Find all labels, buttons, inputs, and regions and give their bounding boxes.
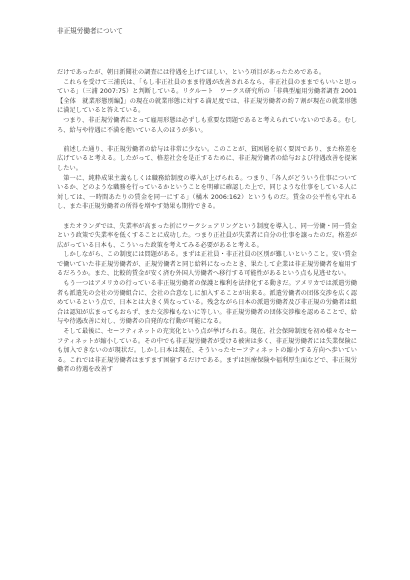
body-paragraph: 第一に、純粋成果主義もしくは職務給制度の導入が上げられる。つまり、「各人がどういう仕事についているか、どのような職務を行っているかということを明確に確認した上で、同じような仕事をしている人に対しては、一時間あたりの賃金を同一にする」（橘木 2006:162）というものだ。賃金の公平性も守れるし、また非正規労働者の所得を増やす効果も期待できる。 [57,174,357,211]
body-paragraph: しかしながら、この制度には問題がある。まずは正社員・非正社員の区別が難しいということ。安い賃金で働いていた非正規労働者が、正規労働者と同じ給料になったとき、果たして企業は非正規労働者を雇用するだろうか。また、比較的賃金が安く済む外国人労働者へ移行する可能性があるという点も見逃せない。 [57,251,357,278]
paragraph-gap [57,212,357,222]
body-paragraph: もう一つはアメリカの行っている非正規労働者の保護と権利を法律化する動きだ。アメリカでは派遣労働者も派遣先の会社の労働組合に、会社の合意なしに加入することが出来る。派遣労働者の団体交渉を広く認めているという点で、日本とは大きく異なっている。残念ながら日本の派遣労働者及び非正規の労働者は組合は認知が広まってもおらず、また交渉権もないに等しい。非正規労働者の団体交渉権を認めることで、給与や待遇改善に対し、労働者の自発的な行動が可能になる。 [57,280,357,326]
paragraph-gap [57,135,357,145]
body-paragraph: これらを受けて三浦氏は、「もし非正社員のまま待遇が改善されるなら、非正社員のままでもいいと思っている」（三浦 2007:75）と判断している。リクルート ワークス研究所の「非典型雇用労働者調査 2001【全体 就業形態別編】」の現在の就業形態に対する満足度では、非正規労働者の約７割が現在の就業形態に満足していると答えている。 [57,78,357,115]
body-paragraph: またオランダでは、失業率が高まった折にワークシェアリングという制度を導入し、同一労働・同一賃金という政策で失業率を低くすることに成功した。つまり正社員が失業者に自分の仕事を譲ったのだ。格差が広がっている日本も、こういった政策を考えてみる必要があると考える。 [57,222,357,249]
page-header-title: 非正規労働者について [57,27,123,35]
body-paragraph: つまり、非正規労働者にとって雇用形態は必ずしも重要な問題であると考えられていないのである。むしろ、給与や待遇に不満を抱いている人のほうが多い。 [57,116,357,134]
document-body [57,68,357,375]
body-paragraph: 前述した通り、非正規労働者の給与は非常に少ない。このことが、貧困層を招く要因であり、また格差を広げていると考える。したがって、格差社会を是正するために、非正規労働者の給与および待遇改善を提案したい。 [57,145,357,172]
body-paragraph: だけであったが、朝日新聞社の調査には待遇を上げてほしい、という項目があったためである。 [57,69,326,76]
body-paragraph: そして最後に、セーフティネットの充実化という点が挙げられる。現在、社会保障制度を初め様々なセーフティネットが縮小している。その中でも非正規労働者が受ける被害は多く、非正規労働者には失業保険にも加入できないのが現状だ。しかし日本は現在、そういったセーフティネットの縮小する方向へ歩いている。これでは非正規労働者はますます困窮するだけである。まずは医療保険や福利厚生面などで、非正規労働者の待遇を改善す [57,328,357,374]
